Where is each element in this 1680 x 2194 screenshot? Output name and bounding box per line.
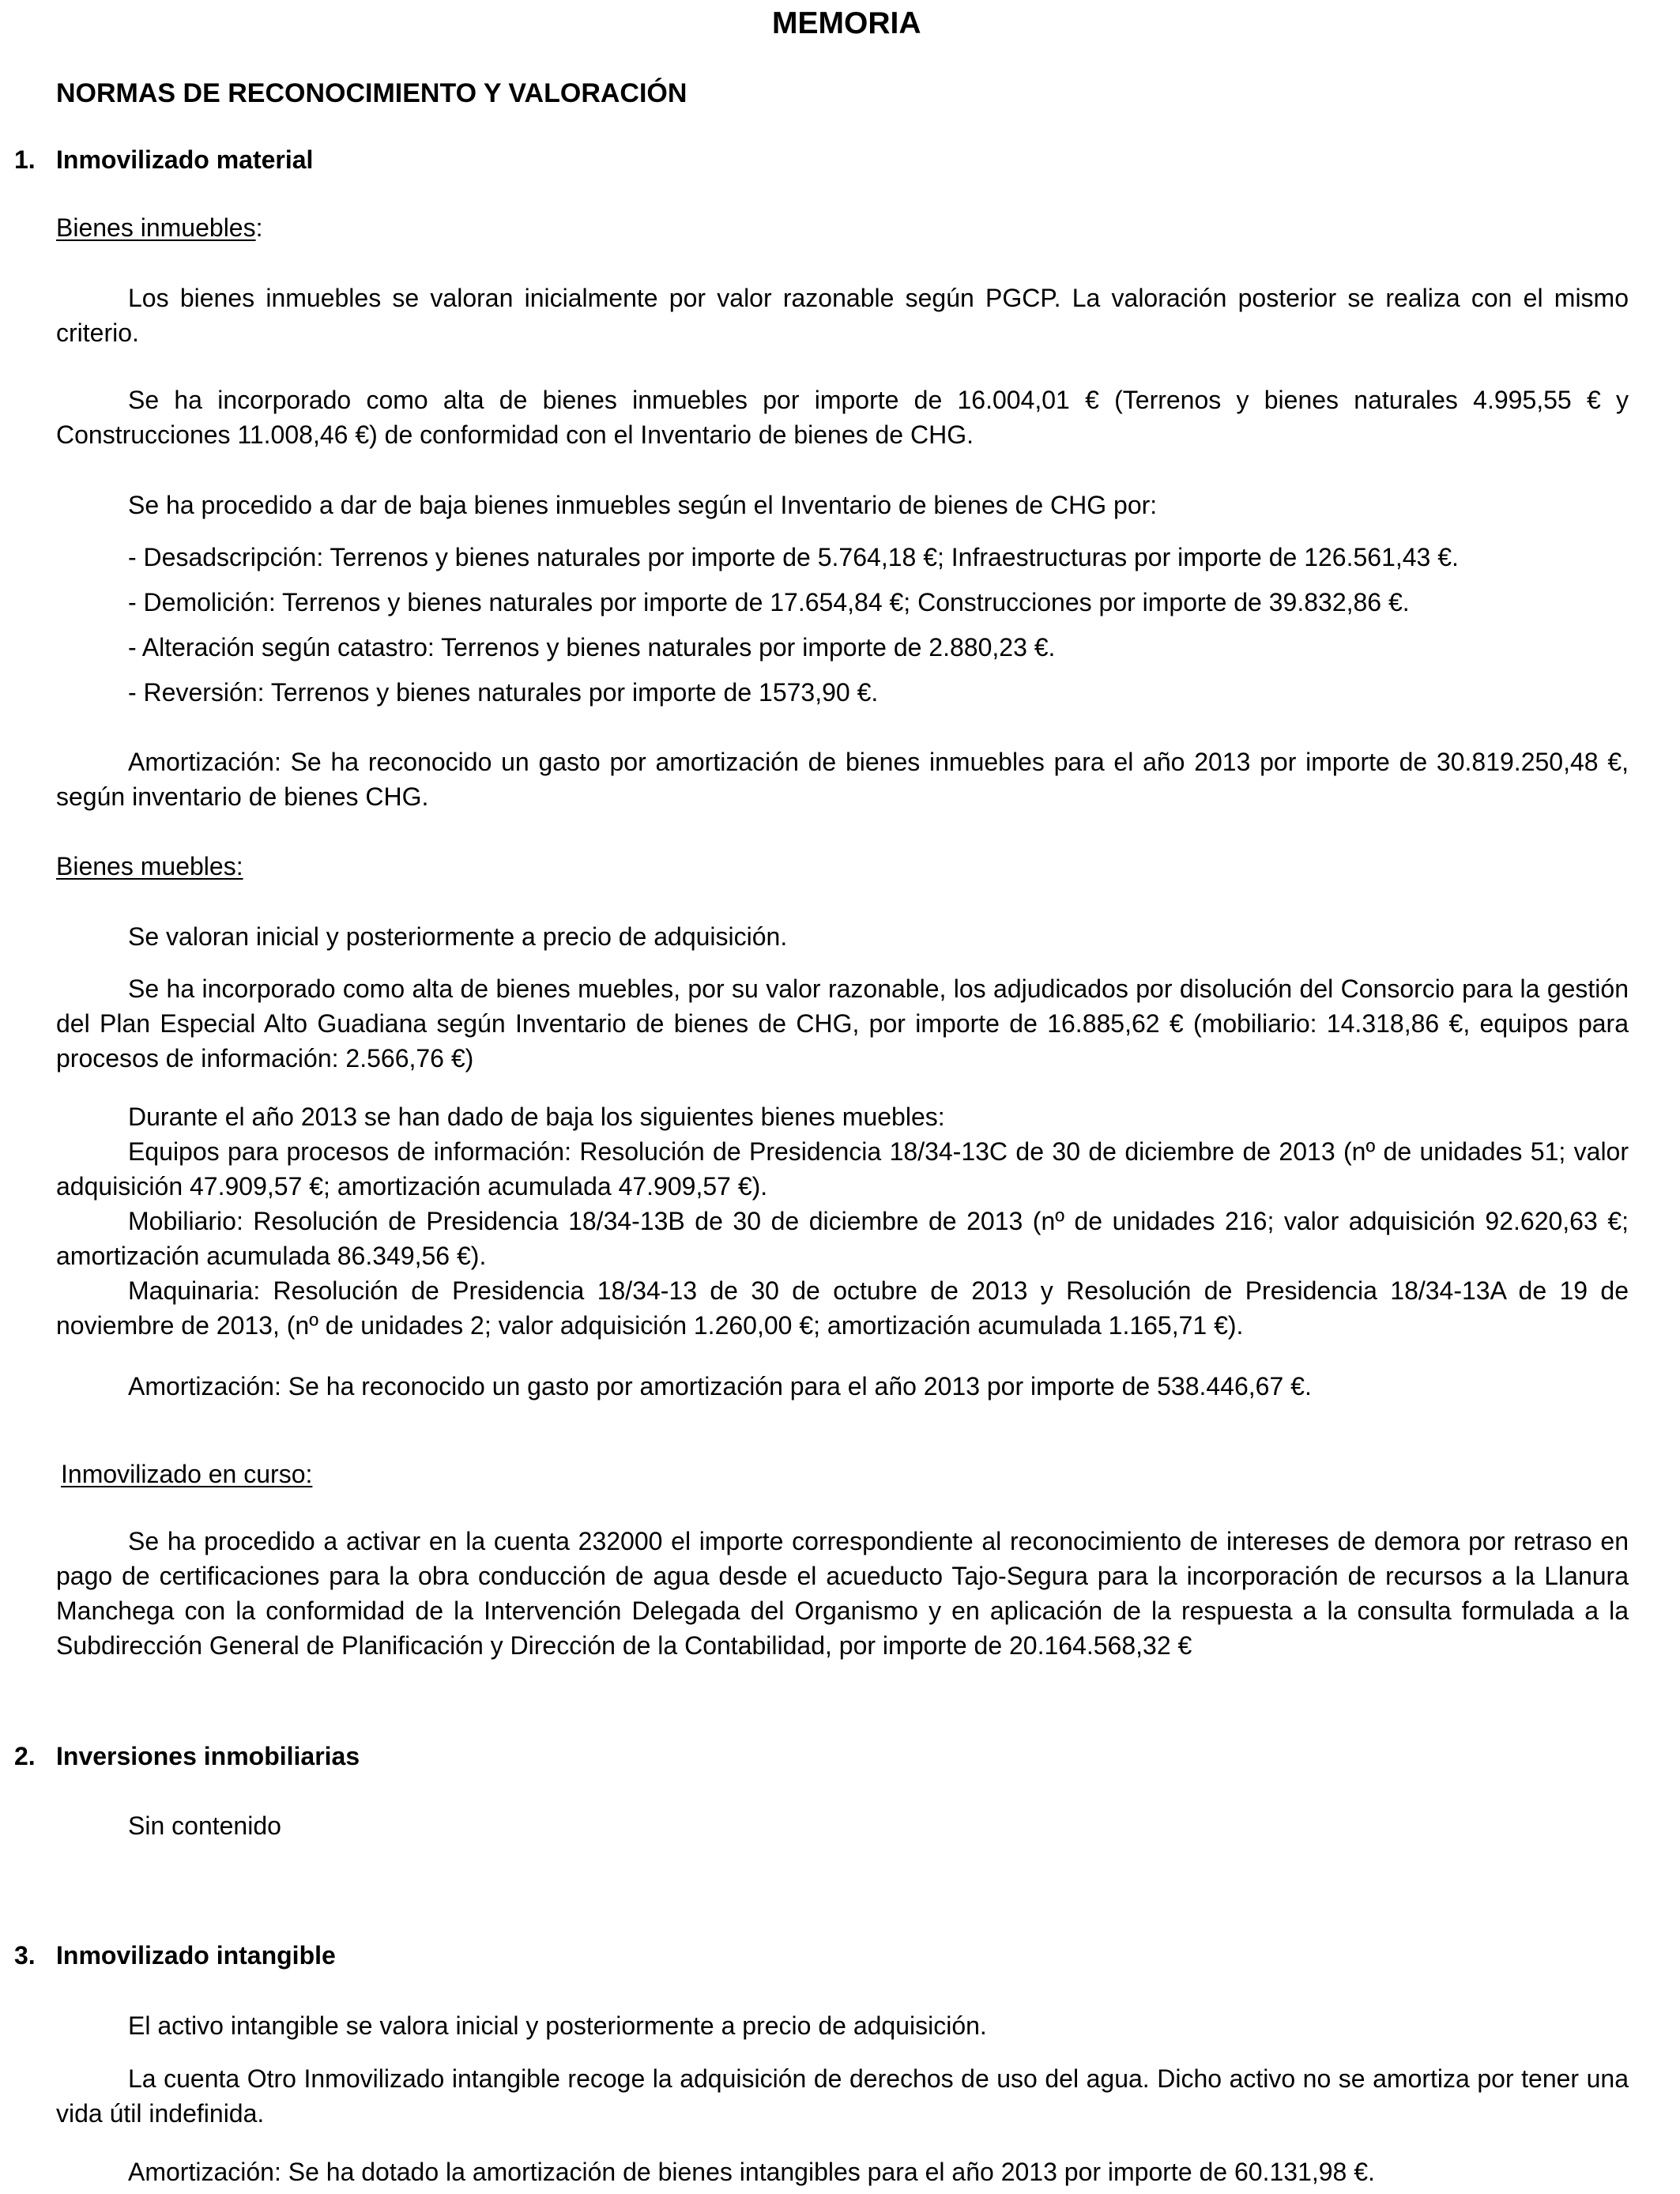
- document-title: MEMORIA: [772, 6, 921, 40]
- subsection-curso-heading: Inmovilizado en curso:: [61, 1460, 313, 1488]
- baja-item-alteracion: - Alteración según catastro: Terrenos y bienes naturales por importe de 2.880,23 €.: [128, 633, 1056, 662]
- section-2-number: 2.: [14, 1742, 36, 1770]
- subsection-inmuebles-label: Bienes inmuebles: [56, 213, 256, 242]
- inmuebles-alta-paragraph: Se ha incorporado como alta de bienes inmuebles por importe de 16.004,01 € (Terrenos y bienes naturales 4.995,55 € y Construcciones 11.008,46 €) de conformidad con el Inventario de bienes de CHG.: [56, 386, 1629, 449]
- main-heading: NORMAS DE RECONOCIMIENTO Y VALORACIÓN: [56, 78, 687, 108]
- baja-item-reversion: - Reversión: Terrenos y bienes naturales por importe de 1573,90 €.: [128, 678, 879, 707]
- baja-item-desadscripcion: - Desadscripción: Terrenos y bienes naturales por importe de 5.764,18 €; Infraestructuras por importe de 126.561,43 €.: [128, 543, 1459, 571]
- muebles-baja-maquinaria-paragraph: Maquinaria: Resolución de Presidencia 18/34-13 de 30 de octubre de 2013 y Resolución de Presidencia 18/34-13A de 19 de noviembre de 2013, (nº de unidades 2; valor adquisición 1.260,00 €; amortización acumulada 1.165,71 €).: [56, 1276, 1629, 1340]
- muebles-baja-equipos-paragraph: Equipos para procesos de información: Resolución de Presidencia 18/34-13C de 30 de diciembre de 2013 (nº de unidades 51; valor adquisición 47.909,57 €; amortización acumulada 47.909,57 €).: [56, 1137, 1629, 1201]
- intangible-cuenta-paragraph: La cuenta Otro Inmovilizado intangible recoge la adquisición de derechos de uso del agua. Dicho activo no se amortiza por tener una vida útil indefinida.: [56, 2064, 1629, 2128]
- section-1-title: Inmovilizado material: [56, 145, 314, 174]
- subsection-inmuebles-colon: :: [255, 213, 263, 242]
- inversiones-sin-contenido: Sin contenido: [128, 1811, 281, 1840]
- muebles-baja-intro-paragraph: Durante el año 2013 se han dado de baja los siguientes bienes muebles:: [128, 1103, 945, 1131]
- intangible-valoracion-paragraph: El activo intangible se valora inicial y posteriormente a precio de adquisición.: [128, 2011, 987, 2040]
- section-2-title: Inversiones inmobiliarias: [56, 1742, 360, 1770]
- muebles-valoracion-paragraph: Se valoran inicial y posteriormente a precio de adquisición.: [128, 922, 788, 951]
- inmuebles-valoracion-paragraph: Los bienes inmuebles se valoran inicialmente por valor razonable según PGCP. La valoración posterior se realiza con el mismo criterio.: [56, 284, 1629, 347]
- subsection-muebles-heading: Bienes muebles:: [56, 852, 243, 880]
- subsection-inmuebles-heading: [56, 210, 262, 245]
- intangible-amortizacion-paragraph: Amortización: Se ha dotado la amortización de bienes intangibles para el año 2013 por importe de 60.131,98 €.: [128, 2158, 1375, 2186]
- inmuebles-amortizacion-paragraph: Amortización: Se ha reconocido un gasto por amortización de bienes inmuebles para el año 2013 por importe de 30.819.250,48 €, según inventario de bienes CHG.: [56, 748, 1629, 811]
- muebles-alta-paragraph: Se ha incorporado como alta de bienes muebles, por su valor razonable, los adjudicados por disolución del Consorcio para la gestión del Plan Especial Alto Guadiana según Inventario de bienes de CHG, por importe de 16.885,62 € (mobiliario: 14.318,86 €, equipos para procesos de información: 2.566,76 €): [56, 974, 1629, 1072]
- inmuebles-baja-intro-paragraph: Se ha procedido a dar de baja bienes inmuebles según el Inventario de bienes de CHG por:: [128, 491, 1158, 519]
- muebles-baja-mobiliario-paragraph: Mobiliario: Resolución de Presidencia 18/34-13B de 30 de diciembre de 2013 (nº de unidades 216; valor adquisición 92.620,63 €; amortización acumulada 86.349,56 €).: [56, 1207, 1629, 1270]
- section-3-number: 3.: [14, 1941, 36, 1970]
- baja-item-demolicion: - Demolición: Terrenos y bienes naturales por importe de 17.654,84 €; Construcciones por importe de 39.832,86 €.: [128, 588, 1410, 616]
- section-3-title: Inmovilizado intangible: [56, 1941, 336, 1970]
- curso-activacion-paragraph: Se ha procedido a activar en la cuenta 232000 el importe correspondiente al reconocimiento de intereses de demora por retraso en pago de certificaciones para la obra conducción de agua desde el acueducto Tajo-Segura para la incorporación de recursos a la Llanura Manchega con la conformidad de la Intervención Delegada del Organismo y en aplicación de la respuesta a la consulta formulada a la Subdirección General de Planificación y Dirección de la Contabilidad, por importe de 20.164.568,32 €: [56, 1527, 1629, 1660]
- section-1-number: 1.: [14, 145, 36, 174]
- muebles-amortizacion-paragraph: Amortización: Se ha reconocido un gasto por amortización para el año 2013 por importe de 538.446,67 €.: [128, 1372, 1312, 1400]
